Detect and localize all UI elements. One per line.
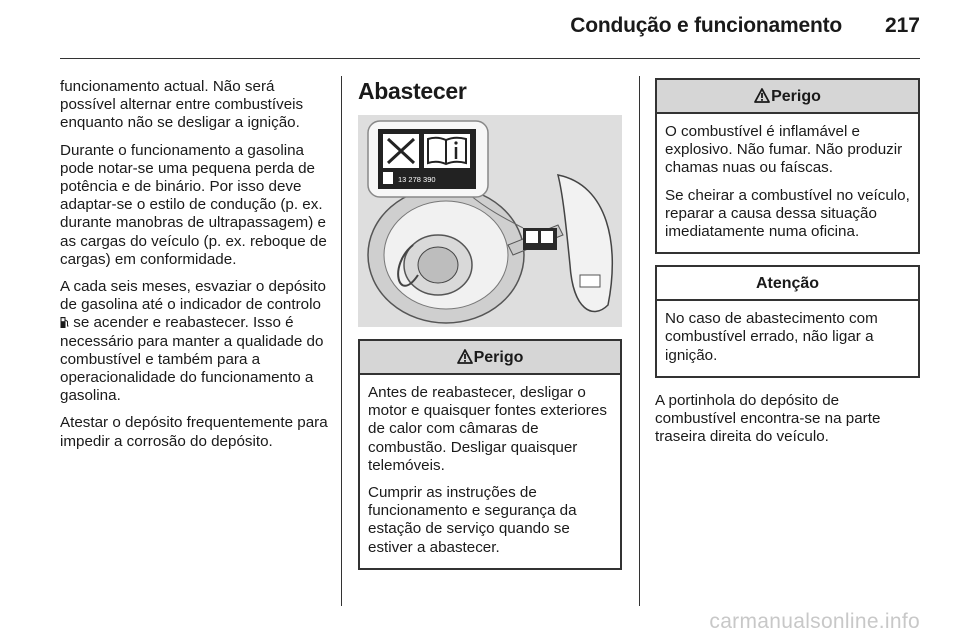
danger-box-body: [657, 114, 918, 252]
paragraph: Durante o funcionamento a gasolina pode notar-se uma pequena perda de potência e de binário. Por isso deve adaptar-se o estilo de condução (p. ex. durante manobras de ultrapassagem) e as cargas do veículo (p. ex. reboque de cargas) em conformidade.: [60, 141, 327, 268]
paragraph-text: se acender e reabastecer. Isso é necessário para manter a qualidade do combustível e também para a operacionalidade do funcionamento a gasolina.: [60, 314, 324, 405]
paragraph: Cumprir as instruções de funcionamento e segurança da estação de serviço quando se estiver a abastecer.: [368, 484, 577, 556]
watermark: carmanualsonline.info: [709, 610, 920, 633]
fuel-pump-icon: [60, 316, 69, 329]
paragraph: funcionamento actual. Não será possível alternar entre combustíveis enquanto não se desligar a ignição.: [60, 78, 304, 132]
page-number: 217: [884, 14, 920, 37]
danger-box-title: Perigo: [473, 349, 524, 366]
attention-box-header: Atenção: [657, 267, 918, 301]
danger-box: [655, 78, 920, 254]
column-divider: [639, 76, 640, 606]
paragraph: A portinhola do depósito de combustível encontra-se na parte traseira direita do veículo.: [655, 391, 881, 446]
column-left: [60, 78, 330, 460]
danger-box-body: [360, 375, 620, 568]
fuel-flap-illustration: [358, 115, 622, 327]
attention-box-body: [657, 301, 918, 376]
paragraph: Atestar o depósito frequentemente para impedir a corrosão do depósito.: [60, 414, 328, 450]
danger-box-header: [657, 80, 918, 114]
danger-box-header: [360, 341, 620, 375]
warning-triangle-icon: [457, 349, 473, 364]
figure-label-number: 13 278 390: [398, 175, 436, 184]
paragraph: O combustível é inflamável e explosivo. Não fumar. Não produzir chamas nuas ou faíscas.: [665, 123, 903, 177]
paragraph: Se cheirar a combustível no veículo, reparar a causa dessa situação imediatamente numa oficina.: [665, 186, 910, 241]
danger-box-title: Perigo: [771, 88, 821, 105]
column-divider: [341, 76, 342, 606]
column-right: [655, 78, 920, 455]
page-title: Condução e funcionamento: [570, 14, 842, 37]
warning-triangle-icon: [754, 88, 770, 103]
column-middle: [358, 78, 622, 581]
paragraph: Antes de reabastecer, desligar o motor e quaisquer fontes exteriores de calor com câmaras de combustão. Desligar quaisquer telemóveis.: [368, 384, 607, 474]
danger-box: [358, 339, 622, 570]
section-title: Abastecer: [358, 78, 467, 104]
header-rule: [60, 58, 920, 59]
attention-box: [655, 265, 920, 378]
paragraph: No caso de abastecimento com combustível errado, não ligar a ignição.: [665, 310, 878, 364]
fuel-flap-figure: [358, 115, 622, 327]
paragraph-text: A cada seis meses, esvaziar o depósito de gasolina até o indicador de controlo: [60, 278, 326, 314]
page-header: [0, 0, 960, 60]
paragraph: [60, 278, 330, 405]
